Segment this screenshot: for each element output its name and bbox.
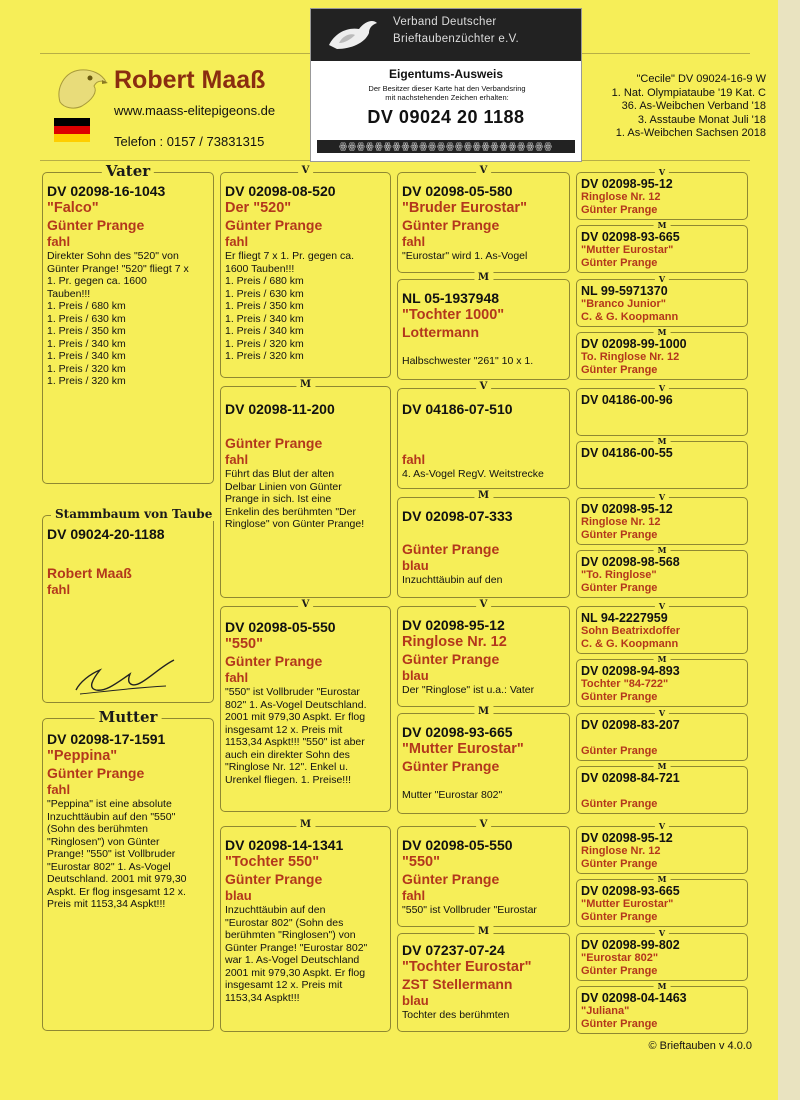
v-label: V: [655, 708, 669, 718]
great-great-grandparent-box: [576, 654, 748, 707]
flag-stripe-gold: [54, 134, 90, 142]
great-great-grandparent-box: [576, 601, 748, 654]
gggp-ring: DV 02098-95-12: [581, 502, 673, 516]
card-header: [311, 9, 581, 61]
great-great-grandparent-box: [576, 708, 748, 761]
father-color: fahl: [47, 234, 71, 249]
subject-ring: DV 09024-20-1188: [47, 526, 165, 542]
m-label: M: [474, 272, 493, 284]
ggp-breeder: ZST Stellermann: [402, 976, 513, 992]
grandparent-desc: Führt das Blut der alten Delbar Linien von Günter Prange in sich. Ist eine Enkelin des berühmten "Der Ringlose" von Günter Prange!: [225, 468, 365, 530]
header-bottom-rule-right: [580, 160, 750, 161]
ggp-breeder: Günter Prange: [402, 541, 500, 557]
ggp-desc: Der "Ringlose" ist u.a.: Vater: [402, 684, 535, 696]
m-label: M: [654, 327, 671, 337]
v-label: V: [298, 165, 314, 177]
v-label: V: [655, 821, 669, 831]
ggp-name: "Mutter Eurostar": [402, 741, 524, 757]
german-flag-icon: [54, 118, 90, 142]
ggp-breeder: Günter Prange: [402, 871, 500, 887]
card-ring-number: DV 09024 20 1188: [367, 107, 525, 127]
ggp-color: fahl: [402, 888, 426, 903]
ggp-ring: DV 07237-07-24: [402, 942, 505, 958]
great-grandparent-box: [397, 819, 570, 927]
great-great-grandparent-box: [576, 327, 748, 380]
mother-ring: DV 02098-17-1591: [47, 731, 166, 747]
grandparent-color: fahl: [225, 234, 249, 249]
card-pattern-band: ꙮꙮꙮꙮꙮꙮꙮꙮꙮꙮꙮꙮꙮꙮꙮꙮꙮꙮꙮꙮꙮꙮꙮꙮ: [317, 140, 575, 153]
gggp-ring: DV 02098-95-12: [581, 831, 673, 845]
achievement-item: "Cecile" DV 09024-16-9 W: [636, 73, 766, 85]
m-label: M: [474, 490, 493, 502]
ggp-name: "Bruder Eurostar": [402, 200, 527, 216]
ggp-color: blau: [402, 558, 429, 573]
mother-desc: "Peppina" ist eine absolute Inzuchttäubin auf den "550" (Sohn des berühmten "Ringlosen") von Günter Prange! "550" ist Vollbruder "Eurostar 802" 1. As-Vogel Deutschland. 2001 mit 979,30 Aspkt. Er flog insgesamt 12 x. Preis mit 1153,34 Aspkt!!!: [47, 798, 187, 910]
grandparent-breeder: Günter Prange: [225, 435, 323, 451]
m-label: M: [296, 819, 315, 831]
card-text-line2: mit nachstehenden Zeichen erhalten:: [385, 93, 509, 102]
gggp-breeder: Günter Prange: [581, 965, 658, 977]
mother-color: fahl: [47, 782, 71, 797]
ggp-desc: Mutter "Eurostar 802": [402, 789, 503, 801]
gggp-breeder: Günter Prange: [581, 798, 658, 810]
gggp-breeder: Günter Prange: [581, 364, 658, 376]
footer-copyright: © Brieftauben v 4.0.0: [648, 1040, 752, 1052]
mother-box: [42, 708, 214, 1031]
grandparent-name: Der "520": [225, 200, 292, 216]
vater-label: Vater: [102, 162, 154, 180]
ggp-name: "Tochter 1000": [402, 307, 505, 323]
grandparent-box: [220, 819, 391, 1032]
v-label: V: [655, 383, 669, 393]
ggp-name: "550": [402, 854, 440, 870]
card-text: [341, 84, 553, 102]
gggp-ring: DV 02098-95-12: [581, 177, 673, 191]
gggp-breeder: Günter Prange: [581, 911, 658, 923]
v-label: V: [655, 492, 669, 502]
grandparent-desc: Er fliegt 7 x 1. Pr. gegen ca. 1600 Tauben!!! 1. Preis / 680 km 1. Preis / 630 km 1. Preis / 350 km 1. Preis / 340 km 1. Preis / 340 km 1. Preis / 320 km 1. Preis / 320 km: [225, 250, 354, 362]
gggp-name: "Mutter Eurostar": [581, 898, 674, 910]
spacer: [581, 785, 744, 798]
gggp-breeder: Günter Prange: [581, 1018, 658, 1030]
father-box: [42, 162, 214, 484]
header-bottom-rule: [40, 160, 310, 161]
ggp-name: Ringlose Nr. 12: [402, 634, 507, 650]
gggp-name: "Juliana": [581, 1005, 630, 1017]
m-label: M: [654, 436, 671, 446]
signature-icon: [70, 652, 180, 697]
gggp-name: Ringlose Nr. 12: [581, 845, 661, 857]
m-label: M: [654, 654, 671, 664]
gggp-breeder: Günter Prange: [581, 529, 658, 541]
great-great-grandparent-box: [576, 492, 748, 545]
grandparent-desc: "550" ist Vollbruder "Eurostar 802" 1. As-Vogel Deutschland. 2001 mit 979,30 Aspkt. Er flog insgesamt 12 x. Preis mit 1153,34 Aspkt!!! "550" ist aber auch ein direkter Sohn des "Ringlose Nr. 12". Enkel u. Urenkel fliegen. 1. Preise!!!: [225, 686, 367, 786]
grandparent-breeder: Günter Prange: [225, 871, 323, 887]
flag-stripe-black: [54, 118, 90, 126]
grandparent-ring: DV 02098-08-520: [225, 183, 336, 199]
gggp-ring: DV 02098-83-207: [581, 718, 680, 732]
ggp-desc: 4. As-Vogel RegV. Weitstrecke: [402, 468, 544, 480]
v-label: V: [476, 381, 492, 393]
ggp-desc: "Eurostar" wird 1. As-Vogel: [402, 250, 528, 262]
gggp-breeder: Günter Prange: [581, 745, 658, 757]
m-label: M: [474, 706, 493, 718]
great-great-grandparent-box: [576, 220, 748, 273]
subject-color: fahl: [47, 582, 71, 597]
gggp-name: "To. Ringlose": [581, 569, 657, 581]
grandparent-ring: DV 02098-14-1341: [225, 837, 344, 853]
ggp-breeder: Günter Prange: [402, 758, 500, 774]
gggp-name: Sohn Beatrixdoffer: [581, 625, 681, 637]
ggp-color: fahl: [402, 452, 426, 467]
ggp-desc: Inzuchttäubin auf den: [402, 574, 503, 586]
achievements-list: [612, 73, 766, 141]
great-great-grandparent-box: [576, 545, 748, 598]
stammbaum-label: Stammbaum von Taube: [51, 507, 216, 521]
gggp-breeder: Günter Prange: [581, 691, 658, 703]
great-grandparent-box: [397, 599, 570, 707]
achievement-item: 1. As-Weibchen Sachsen 2018: [615, 127, 766, 139]
grandparent-breeder: Günter Prange: [225, 653, 323, 669]
gggp-name: "Branco Junior": [581, 298, 666, 310]
great-great-grandparent-box: [576, 821, 748, 874]
gggp-ring: DV 04186-00-96: [581, 393, 673, 407]
ggp-breeder: Lottermann: [402, 324, 479, 340]
ggp-ring: DV 02098-07-333: [402, 508, 513, 524]
ggp-color: blau: [402, 668, 429, 683]
mother-breeder: Günter Prange: [47, 765, 145, 781]
v-label: V: [298, 599, 314, 611]
gggp-breeder: Günter Prange: [581, 858, 658, 870]
v-label: V: [655, 928, 669, 938]
great-great-grandparent-box: [576, 274, 748, 327]
grandparent-ring: DV 02098-05-550: [225, 619, 336, 635]
v-label: V: [476, 165, 492, 177]
ggp-ring: NL 05-1937948: [402, 290, 500, 306]
m-label: M: [654, 220, 671, 230]
m-label: M: [654, 981, 671, 991]
ownership-card: [310, 8, 582, 162]
gggp-name: "Mutter Eurostar": [581, 244, 674, 256]
v-label: V: [655, 274, 669, 284]
grandparent-box: [220, 379, 391, 598]
gggp-ring: NL 99-5971370: [581, 284, 668, 298]
great-grandparent-box: [397, 272, 570, 380]
grandparent-color: fahl: [225, 452, 249, 467]
spacer: [581, 732, 744, 745]
father-desc: Direkter Sohn des "520" von Günter Prange! "520" fliegt 7 x 1. Pr. gegen ca. 1600 Tauben!!! 1. Preis / 680 km 1. Preis / 630 km 1. Preis / 350 km 1. Preis / 340 km 1. Preis / 340 km 1. Preis / 320 km 1. Preis / 320 km: [47, 250, 189, 387]
great-grandparent-box: [397, 706, 570, 814]
website-link[interactable]: www.maass-elitepigeons.de: [114, 103, 276, 118]
flag-stripe-red: [54, 126, 90, 134]
gggp-ring: DV 02098-04-1463: [581, 991, 687, 1005]
great-great-grandparent-box: [576, 928, 748, 981]
great-grandparent-box: [397, 490, 570, 598]
gggp-ring: DV 02098-84-721: [581, 771, 680, 785]
grandparent-box: [220, 165, 391, 378]
m-label: M: [296, 379, 315, 391]
gggp-breeder: Günter Prange: [581, 582, 658, 594]
header-top-rule-right: [580, 53, 750, 54]
gggp-ring: DV 02098-93-665: [581, 884, 680, 898]
ggp-name: "Tochter Eurostar": [402, 959, 532, 975]
mutter-label: Mutter: [95, 708, 162, 726]
v-label: V: [476, 819, 492, 831]
grandparent-name: "Tochter 550": [225, 854, 320, 870]
grandparent-color: fahl: [225, 670, 249, 685]
great-great-grandparent-box: [576, 981, 748, 1034]
ggp-ring: DV 02098-05-550: [402, 837, 513, 853]
great-great-grandparent-box: [576, 761, 748, 814]
ggp-breeder: Günter Prange: [402, 217, 500, 233]
card-title: Eigentums-Ausweis: [388, 67, 504, 81]
achievement-item: 3. Asstaube Monat Juli '18: [637, 113, 766, 126]
gggp-breeder: C. & G. Koopmann: [581, 638, 679, 650]
gggp-name: Tochter "84-722": [581, 678, 669, 690]
ggp-ring: DV 02098-95-12: [402, 617, 505, 633]
father-name: "Falco": [47, 200, 99, 216]
gggp-ring: DV 02098-99-1000: [581, 337, 687, 351]
great-great-grandparent-box: [576, 167, 748, 220]
pigeon-head-logo-icon: [52, 62, 108, 112]
gggp-name: Ringlose Nr. 12: [581, 191, 661, 203]
m-label: M: [474, 926, 493, 938]
v-label: V: [655, 601, 669, 611]
grandparent-ring: DV 02098-11-200: [225, 401, 335, 417]
grandparent-box: [220, 599, 391, 812]
gggp-ring: DV 02098-94-893: [581, 664, 680, 678]
ggp-color: blau: [402, 993, 429, 1008]
header-top-rule: [40, 53, 310, 54]
great-grandparent-box: [397, 165, 570, 273]
grandparent-breeder: Günter Prange: [225, 217, 323, 233]
father-breeder: Günter Prange: [47, 217, 145, 233]
gggp-breeder: Günter Prange: [581, 204, 658, 216]
great-great-grandparent-box: [576, 383, 748, 436]
great-great-grandparent-box: [576, 436, 748, 489]
grandparent-color: blau: [225, 888, 252, 903]
m-label: M: [654, 545, 671, 555]
ggp-ring: DV 02098-05-580: [402, 183, 513, 199]
achievement-item: 36. As-Weibchen Verband '18: [621, 100, 766, 112]
gggp-ring: DV 02098-98-568: [581, 555, 680, 569]
ggp-desc: "550" ist Vollbruder "Eurostar: [402, 904, 537, 916]
father-ring: DV 02098-16-1043: [47, 183, 166, 199]
dove-logo-icon: [325, 15, 379, 55]
ggp-ring: DV 04186-07-510: [402, 401, 513, 417]
achievement-item: 1. Nat. Olympiataube '19 Kat. C: [611, 86, 766, 99]
ggp-desc: Halbschwester "261" 10 x 1.: [402, 355, 534, 367]
gggp-name: "Eurostar 802": [581, 952, 659, 964]
mother-name: "Peppina": [47, 748, 118, 764]
ggp-desc: Tochter des berühmten: [402, 1009, 510, 1021]
v-label: V: [655, 167, 669, 177]
great-grandparent-box: [397, 926, 570, 1032]
ggp-ring: DV 02098-93-665: [402, 724, 513, 740]
gggp-ring: DV 02098-99-802: [581, 938, 680, 952]
gggp-name: To. Ringlose Nr. 12: [581, 351, 680, 363]
grandparent-desc: Inzuchttäubin auf den "Eurostar 802" (Sohn des berühmten "Ringlosen") von Günter Prange! "Eurostar 802" war 1. As-Vogel Deutschland 2001 mit 979,30 Aspkt. Er flog insgesamt 12 x. Preis mit 1153,34 Aspkt!!!: [225, 904, 368, 1004]
m-label: M: [654, 761, 671, 771]
m-label: M: [654, 874, 671, 884]
gggp-breeder: C. & G. Koopmann: [581, 311, 679, 323]
great-grandparent-box: [397, 381, 570, 489]
gggp-ring: DV 04186-00-55: [581, 446, 673, 460]
gggp-breeder: Günter Prange: [581, 257, 658, 269]
subject-breeder: Robert Maaß: [47, 565, 132, 581]
phone-number: Telefon : 0157 / 73831315: [114, 134, 265, 149]
gggp-ring: NL 94-2227959: [581, 611, 668, 625]
grandparent-name: "550": [225, 636, 263, 652]
scan-edge: [778, 0, 800, 1100]
ggp-color: fahl: [402, 234, 426, 249]
ggp-breeder: Günter Prange: [402, 651, 500, 667]
card-org-line1: Verband Deutscher: [393, 16, 497, 28]
great-great-grandparent-box: [576, 874, 748, 927]
card-org-line2: Brieftaubenzüchter e.V.: [393, 33, 520, 45]
gggp-ring: DV 02098-93-665: [581, 230, 680, 244]
owner-name: Robert Maaß: [114, 66, 266, 94]
gggp-name: Ringlose Nr. 12: [581, 516, 661, 528]
v-label: V: [476, 599, 492, 611]
card-text-line1: Der Besitzer dieser Karte hat den Verbandsring: [368, 84, 526, 93]
